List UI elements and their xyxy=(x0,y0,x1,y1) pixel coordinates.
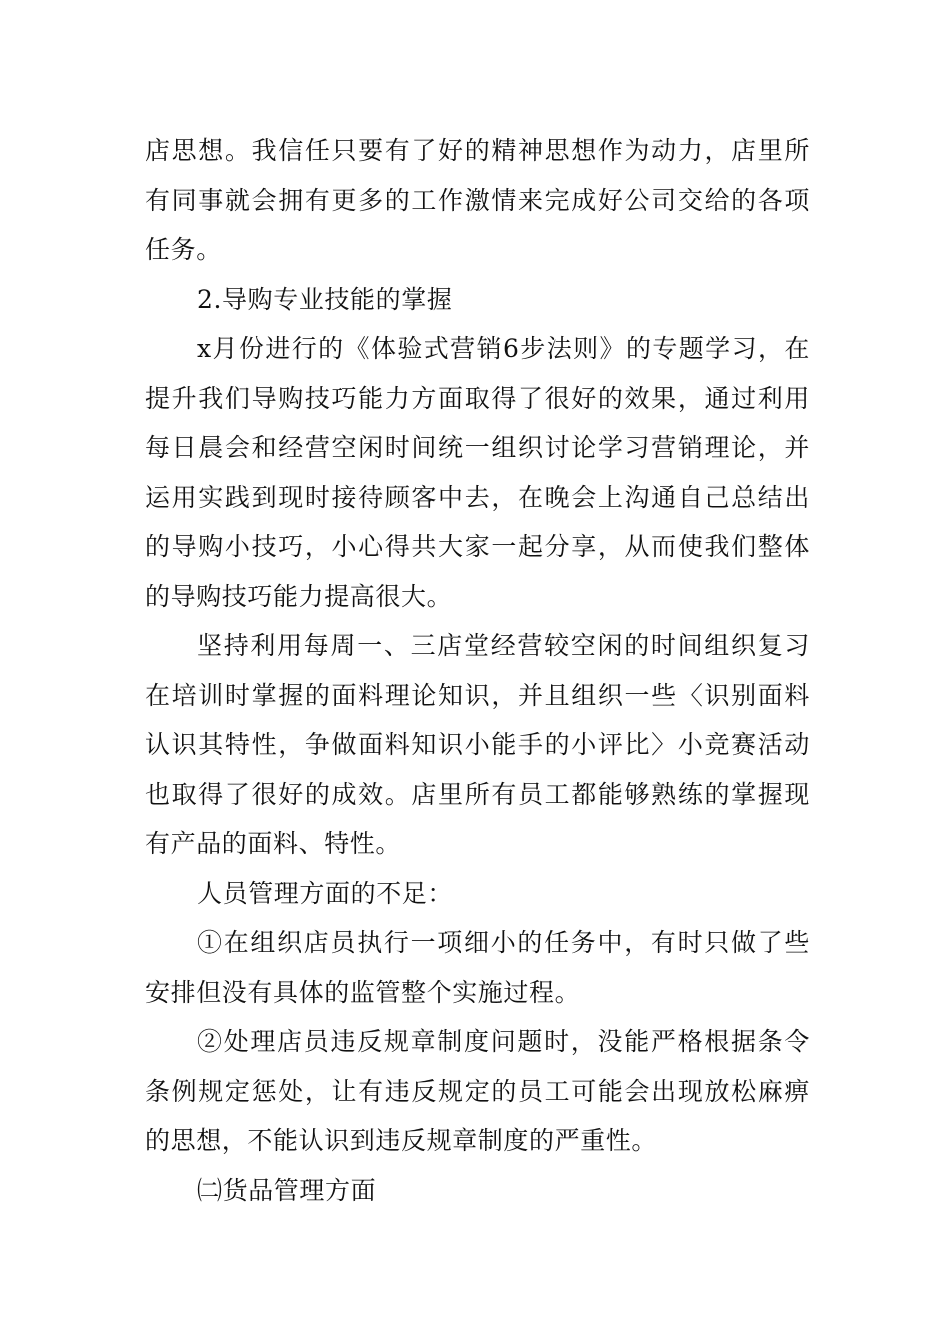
paragraph-sales-training: x月份进行的《体验式营销6步法则》的专题学习，在提升我们导购技巧能力方面取得了很好的效果，通过利用每日晨会和经营空闲时间统一组织讨论学习营销理论，并运用实践到现时接待顾客中去，在晚会上沟通自己总结出的导购小技巧，小心得共大家一起分享，从而使我们整体的导购技巧能力提高很大。 xyxy=(145,334,810,611)
section-heading-goods-management: ㈡货品管理方面 xyxy=(197,1175,377,1205)
list-item-shortcoming-1: ①在组织店员执行一项细小的任务中，有时只做了些安排但没有具体的监管整个实施过程。 xyxy=(145,928,810,1007)
document-body xyxy=(145,126,810,1215)
paragraph-continuation: 店思想。我信任只要有了好的精神思想作为动力，店里所有同事就会拥有更多的工作激情来完成好公司交给的各项任务。 xyxy=(145,136,810,264)
list-item-shortcoming-2: ②处理店员违反规章制度问题时，没能严格根据条令条例规定惩处，让有违反规定的员工可能会出现放松麻痹的思想，不能认识到违反规章制度的严重性。 xyxy=(145,1027,810,1155)
paragraph-fabric-knowledge: 坚持利用每周一、三店堂经营较空闲的时间组织复习在培训时掌握的面料理论知识，并且组织一些〈识别面料认识其特性，争做面料知识小能手的小评比〉小竞赛活动也取得了很好的成效。店里所有员工都能够熟练的掌握现有产品的面料、特性。 xyxy=(145,631,810,858)
section-heading-sales-skills: 2.导购专业技能的掌握 xyxy=(197,284,453,314)
heading-staff-management-shortcomings: 人员管理方面的不足： xyxy=(197,878,454,908)
